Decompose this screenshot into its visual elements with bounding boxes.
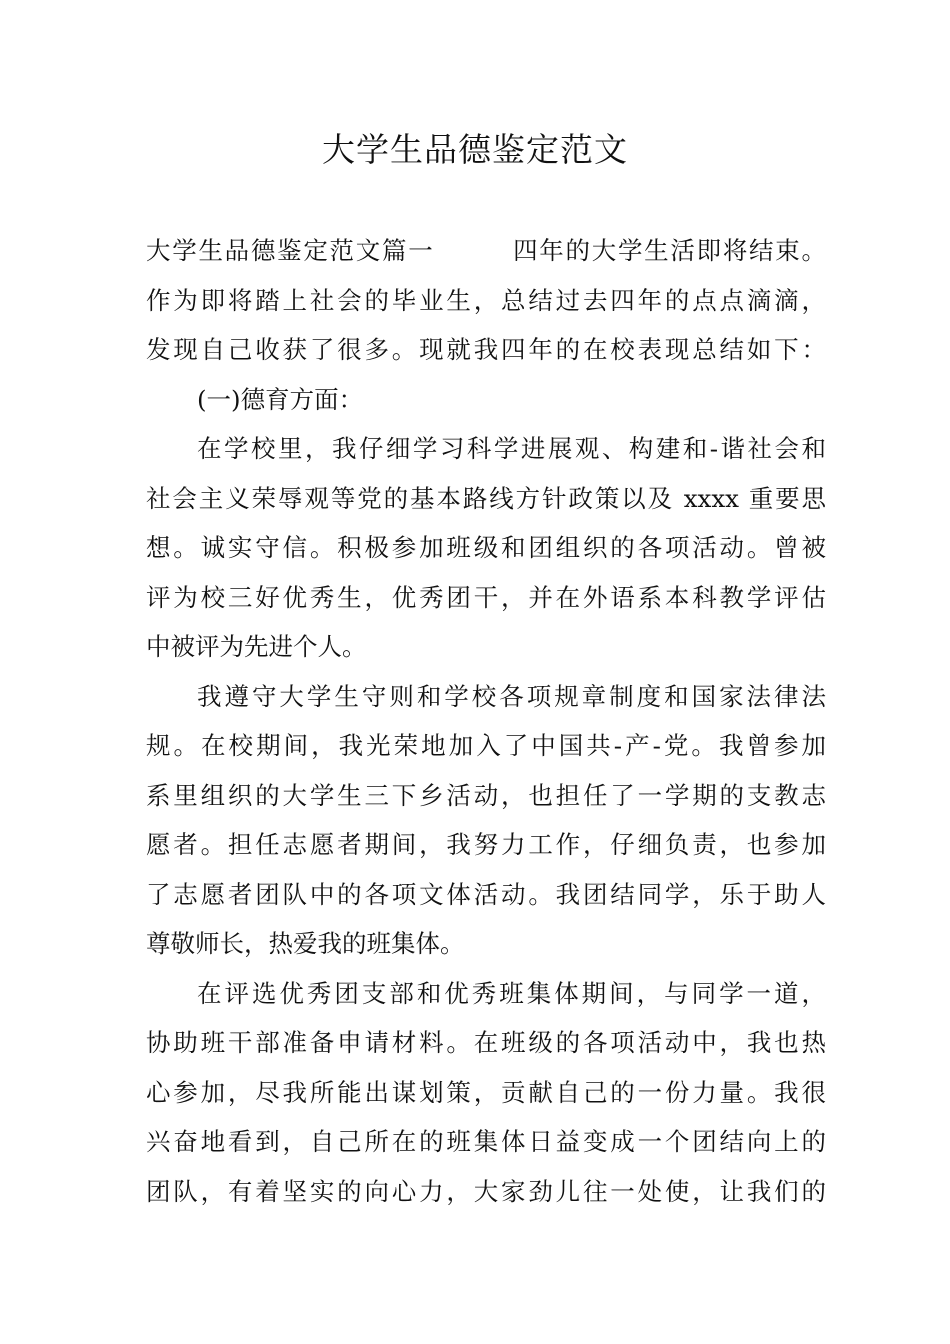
document-title: 大学生品德鉴定范文 [322, 130, 628, 169]
text-line: 中被评为先进个人。 [146, 632, 367, 661]
paragraph-study [146, 424, 826, 672]
text-line: 团队，有着坚实的向心力，大家劲儿往一处使，让我们的 [146, 1176, 826, 1206]
text-line: 规。在校期间，我光荣地加入了中国共-产-党。我曾参加 [146, 731, 826, 760]
text-line: 评为校三好优秀生，优秀团干，并在外语系本科教学评估 [146, 582, 826, 612]
text-line: 了志愿者团队中的各项文体活动。我团结同学，乐于助人 [146, 879, 826, 909]
paragraph-class-activities [146, 969, 826, 1217]
paragraph-intro [146, 226, 826, 375]
text-line: 发现自己收获了很多。现就我四年的在校表现总结如下： [146, 335, 826, 364]
paragraph-conduct [146, 672, 826, 969]
text-line: 大学生品德鉴定范文篇一 四年的大学生活即将结束。 [146, 236, 826, 265]
text-line: 社会主义荣辱观等党的基本路线方针政策以及 xxxx 重要思 [146, 483, 826, 513]
text-line: 作为即将踏上社会的毕业生，总结过去四年的点点滴滴， [146, 285, 826, 315]
text-line: 尊敬师长，热爱我的班集体。 [146, 929, 465, 958]
text-line: 协助班干部准备申请材料。在班级的各项活动中，我也热 [146, 1028, 826, 1057]
section-heading-moral [146, 375, 826, 425]
text-line: (一)德育方面： [197, 384, 364, 414]
text-line: 想。诚实守信。积极参加班级和团组织的各项活动。曾被 [146, 533, 826, 562]
text-line: 愿者。担任志愿者期间，我努力工作，仔细负责，也参加 [146, 830, 826, 859]
text-line: 我遵守大学生守则和学校各项规章制度和国家法律法 [197, 681, 826, 711]
text-line: 兴奋地看到，自己所在的班集体日益变成一个团结向上的 [146, 1127, 826, 1156]
text-line: 系里组织的大学生三下乡活动，也担任了一学期的支教志 [146, 780, 826, 810]
text-line: 在评选优秀团支部和优秀班集体期间，与同学一道， [197, 978, 826, 1008]
text-line: 在学校里，我仔细学习科学进展观、构建和-谐社会和 [197, 434, 826, 463]
text-line: 心参加，尽我所能出谋划策，贡献自己的一份力量。我很 [146, 1077, 826, 1107]
document-body [146, 226, 826, 1216]
